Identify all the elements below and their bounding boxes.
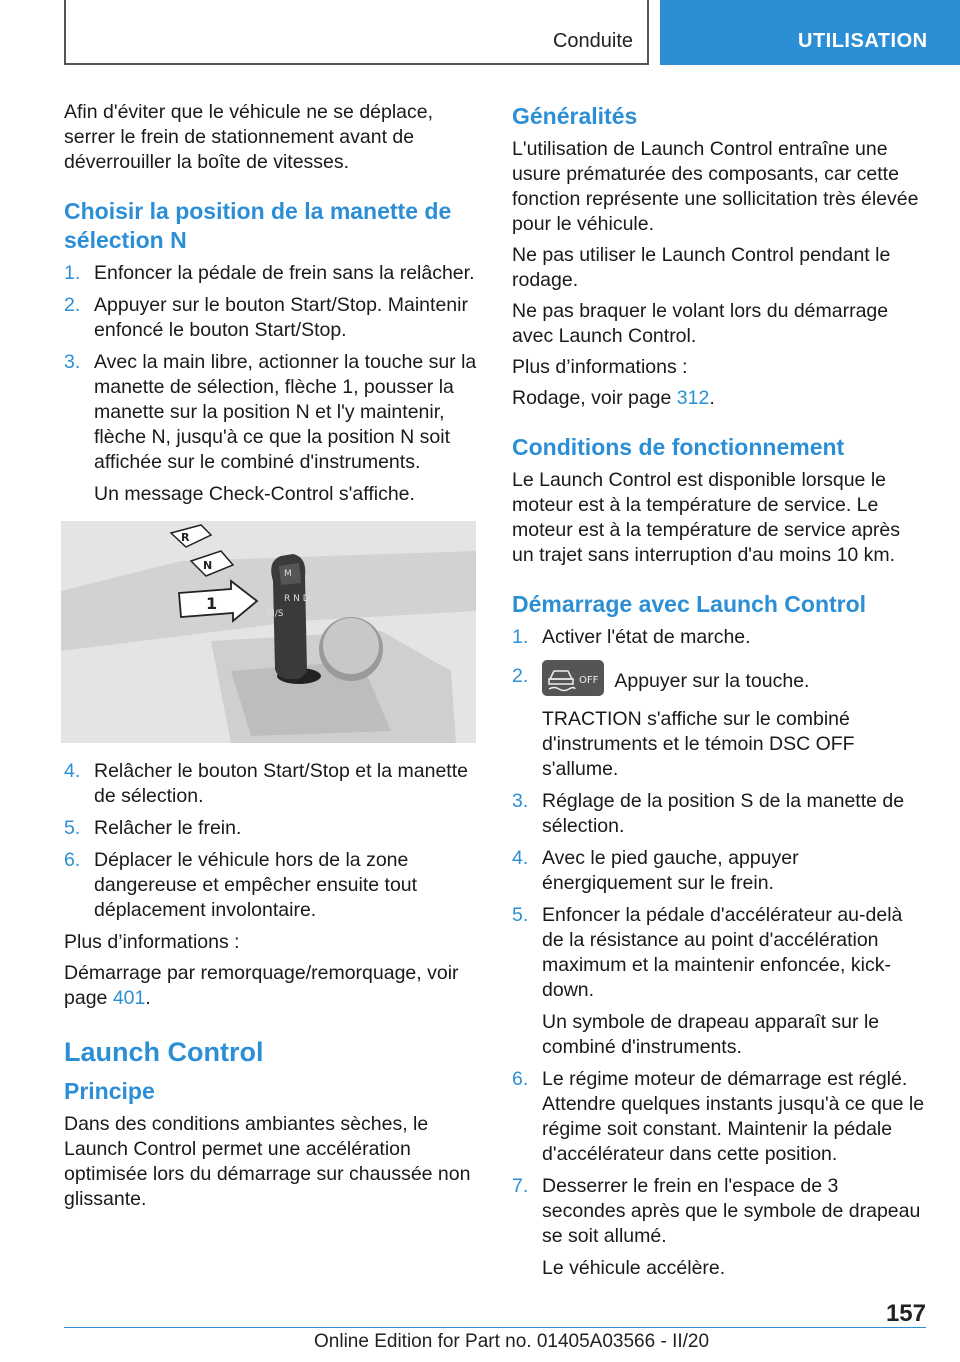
footer-edition: Online Edition for Part no. 01405A03566 - II/20 bbox=[314, 1331, 710, 1352]
list-item bbox=[512, 1174, 927, 1249]
heading-launch-control: Launch Control bbox=[64, 1037, 264, 1067]
step-text: Relâcher le bouton Start/Stop et la manette de sélection. bbox=[94, 760, 468, 807]
arrow-r-label: R bbox=[181, 531, 190, 544]
header-chapter-box bbox=[660, 0, 960, 65]
lever-positions-label: R N D bbox=[284, 594, 310, 604]
gear-selector-illustration bbox=[61, 521, 476, 743]
heading-demarrage: Démarrage avec Launch Control bbox=[512, 591, 867, 617]
step-number: 2. bbox=[512, 665, 529, 687]
heading-principe: Principe bbox=[64, 1078, 155, 1104]
step-number: 1. bbox=[512, 626, 529, 648]
cross-reference-text: Démarrage par remorquage/remorquage, voir page bbox=[64, 962, 459, 1009]
page-link-401[interactable]: 401 bbox=[112, 987, 146, 1009]
step-text: Le régime moteur de démarrage est réglé. Attendre quelques instants jusqu'à ce que le régime soit constant. Maintenir la pédale d'accélérateur dans cette position. bbox=[542, 1068, 925, 1165]
list-item bbox=[512, 1067, 927, 1167]
cross-reference bbox=[64, 961, 479, 1011]
cross-reference-end: . bbox=[709, 387, 715, 409]
principe-paragraph: Dans des conditions ambiantes sèches, le Launch Control permet une accélération optimisée lors du démarrage sur chaussée non glissante. bbox=[64, 1113, 471, 1210]
list-item bbox=[512, 789, 927, 839]
page-link-312[interactable]: 312 bbox=[676, 387, 710, 409]
step-text: Appuyer sur la touche. bbox=[614, 670, 810, 693]
generalites-paragraph-2: Ne pas utiliser le Launch Control pendant le rodage. bbox=[512, 244, 891, 291]
list-item bbox=[512, 903, 927, 1003]
step-number: 6. bbox=[512, 1068, 529, 1090]
step-number: 5. bbox=[512, 904, 529, 926]
step-note: Un symbole de drapeau apparaît sur le combiné d'instruments. bbox=[542, 1011, 880, 1058]
cross-reference-end: . bbox=[145, 987, 151, 1009]
step-text: Enfoncer la pédale d'accélérateur au-delà de la résistance au point d'accélération maximum et la maintenir enfoncée, kick-down. bbox=[542, 904, 903, 1001]
traction-control-off-label: OFF bbox=[579, 675, 599, 686]
step-text: Réglage de la position S de la manette de sélection. bbox=[542, 790, 905, 837]
step-text: Déplacer le véhicule hors de la zone dangereuse et empêcher ensuite tout déplacement involontaire. bbox=[94, 849, 418, 921]
step-text: Appuyer sur le bouton Start/Stop. Maintenir enfoncé le bouton Start/Stop. bbox=[94, 294, 468, 341]
header-section-box bbox=[64, 0, 649, 65]
generalites-paragraph-1: L'utilisation de Launch Control entraîne une usure prématurée des composants, car cette fonction représente une sollicitation très élevée pour le véhicule. bbox=[512, 138, 919, 235]
lever-brand-label: M bbox=[284, 569, 292, 579]
traction-control-off-button-icon bbox=[542, 660, 604, 696]
cross-reference bbox=[512, 386, 927, 411]
intro-paragraph: Afin d'éviter que le véhicule ne se déplace, serrer le frein de stationnement avant de déverrouiller la boîte de vitesses. bbox=[64, 101, 434, 173]
header-chapter-label: UTILISATION bbox=[798, 30, 928, 52]
step-number: 2. bbox=[64, 294, 81, 316]
list-item bbox=[64, 350, 479, 475]
left-column bbox=[64, 100, 479, 1218]
step-number: 3. bbox=[512, 790, 529, 812]
generalites-paragraph-3: Ne pas braquer le volant lors du démarrage avec Launch Control. bbox=[512, 300, 889, 347]
more-info-label: Plus d’informations : bbox=[512, 356, 688, 378]
heading-conditions: Conditions de fonctionnement bbox=[512, 434, 845, 460]
heading-generalites: Généralités bbox=[512, 103, 638, 129]
gear-selector-drawing bbox=[61, 521, 476, 743]
list-item bbox=[64, 759, 479, 809]
list-item bbox=[64, 293, 479, 343]
heading-select-n: Choisir la position de la manette de sélection N bbox=[64, 198, 452, 253]
arrow-n-label: N bbox=[203, 559, 213, 572]
step-text: Desserrer le frein en l'espace de 3 secondes après que le symbole de drapeau se soit allumé. bbox=[542, 1175, 921, 1247]
step-number: 5. bbox=[64, 817, 81, 839]
step-number: 1. bbox=[64, 262, 81, 284]
list-item bbox=[64, 261, 479, 286]
step-number: 7. bbox=[512, 1175, 529, 1197]
list-item bbox=[64, 816, 479, 841]
step-number: 6. bbox=[64, 849, 81, 871]
list-item bbox=[64, 848, 479, 923]
step-text: Avec le pied gauche, appuyer énergiquement sur le frein. bbox=[542, 847, 799, 894]
footer-divider bbox=[64, 1327, 926, 1328]
step-text: Activer l'état de marche. bbox=[542, 626, 751, 648]
list-item bbox=[512, 664, 927, 700]
step-text: Enfoncer la pédale de frein sans la relâcher. bbox=[94, 262, 475, 284]
step-number: 4. bbox=[64, 760, 81, 782]
step-note: Un message Check-Control s'affiche. bbox=[94, 483, 415, 505]
list-item bbox=[512, 625, 927, 650]
cross-reference-text: Rodage, voir page bbox=[512, 387, 677, 409]
page-number: 157 bbox=[885, 1300, 926, 1327]
header-section-label: Conduite bbox=[552, 30, 633, 52]
step-note: Le véhicule accélère. bbox=[542, 1257, 726, 1279]
arrow-1-label: 1 bbox=[206, 594, 218, 613]
right-column bbox=[512, 100, 927, 1288]
conditions-paragraph: Le Launch Control est disponible lorsque le moteur est à la température de service. Le moteur est à la température de service après un trajet sans interruption d'au moins 10 km. bbox=[512, 469, 901, 566]
step-number: 3. bbox=[64, 351, 81, 373]
more-info-label: Plus d’informations : bbox=[64, 931, 240, 953]
step-text: Avec la main libre, actionner la touche sur la manette de sélection, flèche 1, pousser la manette sur la position N et l'y maintenir, flèche N, jusqu'à ce que la position N soit affichée sur le combiné d'instruments. bbox=[94, 351, 477, 473]
step-number: 4. bbox=[512, 847, 529, 869]
step-text: Relâcher le frein. bbox=[94, 817, 242, 839]
list-item bbox=[512, 846, 927, 896]
lever-modes-label: M/S bbox=[267, 609, 284, 619]
step-note: TRACTION s'affiche sur le combiné d'instruments et le témoin DSC OFF s'allume. bbox=[542, 708, 855, 780]
